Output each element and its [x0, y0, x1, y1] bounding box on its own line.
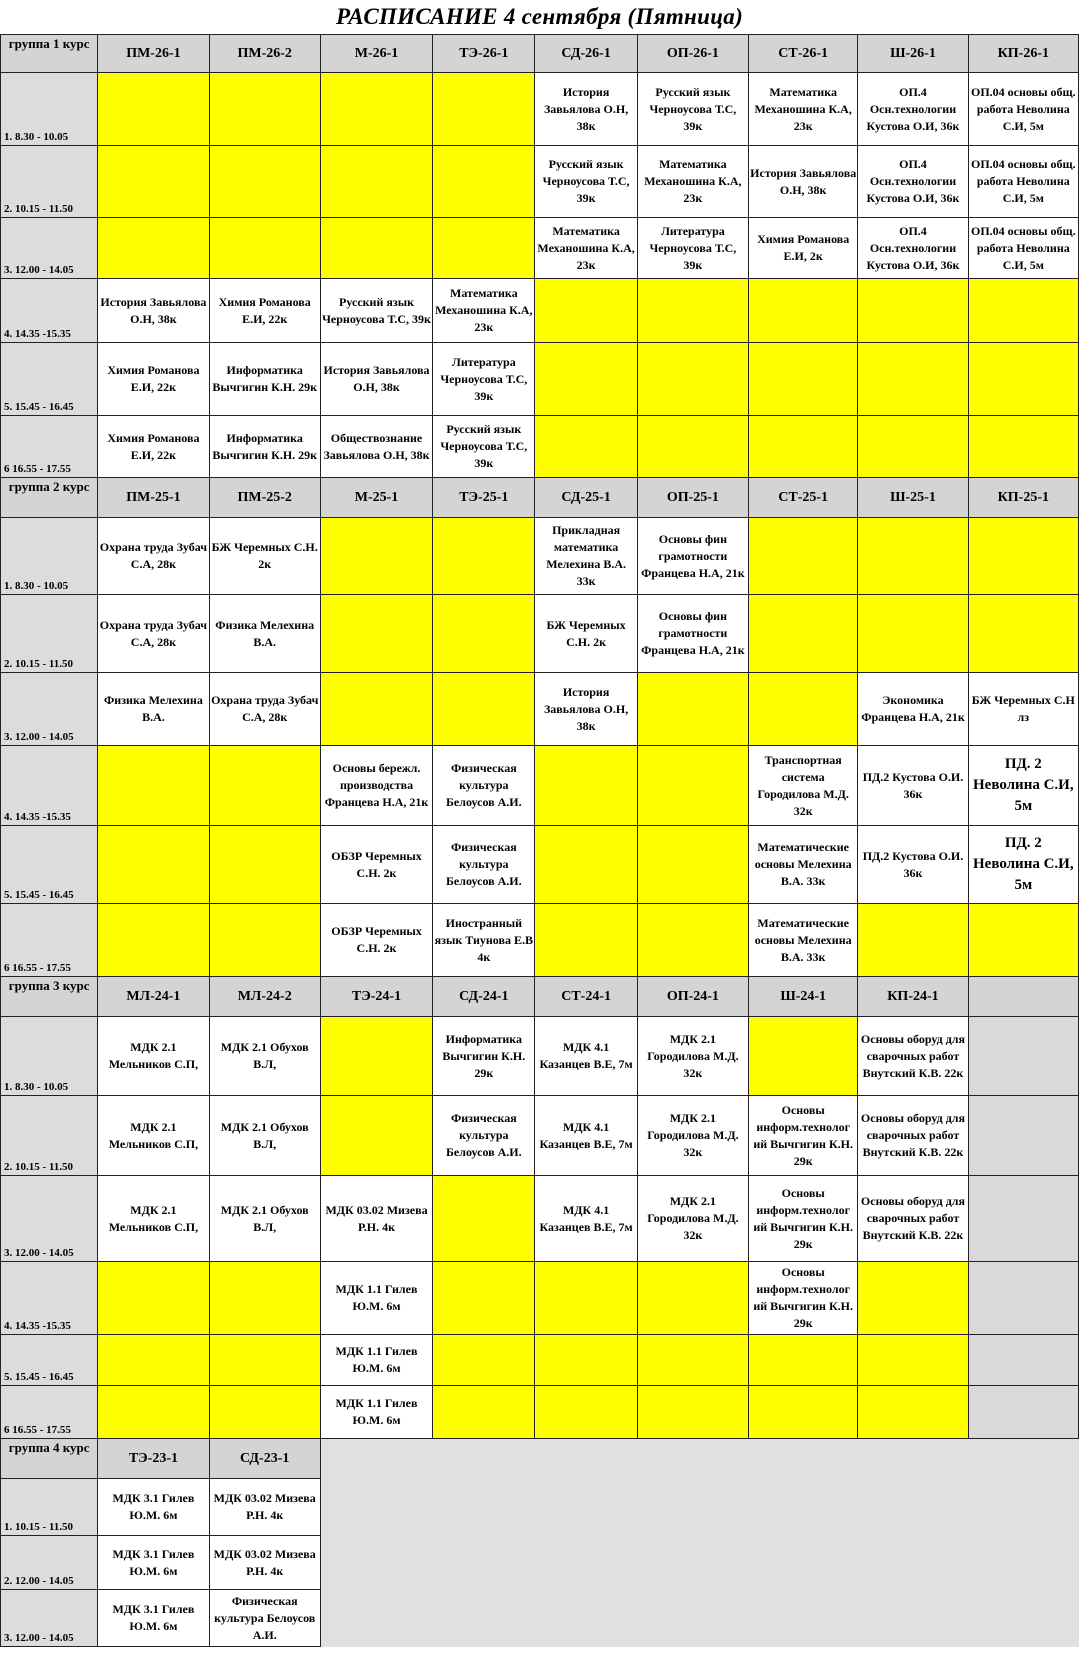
empty-slot: [433, 1176, 535, 1262]
lesson-cell: Русский язык Черноусова Т.С, 39к: [535, 146, 637, 218]
blank-area: [433, 1536, 535, 1590]
lesson-row: [1, 1335, 1079, 1386]
lesson-cell: БЖ Черемных С.Н. 2к: [535, 595, 637, 673]
empty-slot: [98, 146, 209, 218]
course-label: группа 3 курс: [1, 977, 98, 1017]
lesson-row: [1, 1176, 1079, 1262]
time-slot: 3. 12.00 - 14.05: [1, 1590, 98, 1647]
lesson-row: [1, 1386, 1079, 1439]
time-slot: 4. 14.35 -15.35: [1, 746, 98, 826]
group-header: [968, 977, 1078, 1017]
empty-slot: [858, 904, 968, 977]
empty-slot: [749, 518, 858, 595]
lesson-cell: Основы оборуд для сварочных работ Внутский К.В. 22к: [858, 1176, 968, 1262]
lesson-row: [1, 218, 1079, 279]
empty-slot: [858, 595, 968, 673]
lesson-cell: Математика Механошина К.А, 23к: [749, 73, 858, 146]
group-header: СД-26-1: [535, 35, 637, 73]
empty-slot: [98, 73, 209, 146]
group-header: М-26-1: [320, 35, 432, 73]
blank-area: [637, 1590, 748, 1647]
lesson-row: [1, 904, 1079, 977]
lesson-cell: Основы бережл. производства Францева Н.А, 21к: [320, 746, 432, 826]
group-header: СД-24-1: [433, 977, 535, 1017]
empty-slot: [968, 518, 1078, 595]
empty-slot: [433, 1335, 535, 1386]
lesson-cell: Русский язык Черноусова Т.С, 39к: [320, 279, 432, 343]
unused-cell: [968, 1017, 1078, 1096]
empty-slot: [637, 279, 748, 343]
empty-slot: [209, 146, 320, 218]
group-header: КП-24-1: [858, 977, 968, 1017]
group-header: СТ-24-1: [535, 977, 637, 1017]
lesson-cell: Физическая культура Белоусов А.И.: [433, 746, 535, 826]
unused-cell: [968, 1335, 1078, 1386]
lesson-row: [1, 746, 1079, 826]
blank-area: [749, 1479, 858, 1536]
blank-area: [535, 1590, 637, 1647]
blank-area: [858, 1536, 968, 1590]
lesson-row: [1, 826, 1079, 904]
blank-area: [858, 1439, 968, 1479]
empty-slot: [209, 218, 320, 279]
group-header: ПМ-26-1: [98, 35, 209, 73]
empty-slot: [209, 826, 320, 904]
time-slot: 2. 10.15 - 11.50: [1, 146, 98, 218]
lesson-cell: История Завьялова О.Н, 38к: [98, 279, 209, 343]
unused-cell: [968, 1176, 1078, 1262]
empty-slot: [749, 1017, 858, 1096]
lesson-cell: История Завьялова О.Н, 38к: [535, 673, 637, 746]
time-slot: 4. 14.35 -15.35: [1, 1262, 98, 1335]
empty-slot: [320, 73, 432, 146]
section-header-row: [1, 977, 1079, 1017]
unused-cell: [968, 1386, 1078, 1439]
empty-slot: [749, 1386, 858, 1439]
lesson-cell: Основы информ.технолог ий Вычгигин К.Н. 29к: [749, 1176, 858, 1262]
empty-slot: [209, 904, 320, 977]
lesson-cell: ПД.2 Кустова О.И. 36к: [858, 746, 968, 826]
time-slot: 1. 8.30 - 10.05: [1, 1017, 98, 1096]
lesson-cell: ПД. 2 Неволина С.И, 5м: [968, 826, 1078, 904]
group-header: СТ-26-1: [749, 35, 858, 73]
lesson-cell: МДК 2.1 Мельников С.П,: [98, 1096, 209, 1176]
blank-area: [637, 1439, 748, 1479]
lesson-cell: История Завьялова О.Н, 38к: [749, 146, 858, 218]
empty-slot: [535, 343, 637, 416]
group-header: ТЭ-24-1: [320, 977, 432, 1017]
group-header: ТЭ-26-1: [433, 35, 535, 73]
empty-slot: [637, 416, 748, 478]
lesson-cell: ОП.04 основы общ. работа Неволина С.И, 5м: [968, 73, 1078, 146]
lesson-cell: Русский язык Черноусова Т.С, 39к: [637, 73, 748, 146]
lesson-row: [1, 279, 1079, 343]
lesson-cell: МДК 3.1 Гилев Ю.М. 6м: [98, 1590, 209, 1647]
time-slot: 1. 10.15 - 11.50: [1, 1479, 98, 1536]
empty-slot: [320, 146, 432, 218]
empty-slot: [535, 826, 637, 904]
lesson-cell: Основы оборуд для сварочных работ Внутский К.В. 22к: [858, 1096, 968, 1176]
empty-slot: [98, 826, 209, 904]
empty-slot: [433, 673, 535, 746]
lesson-row: [1, 1590, 1079, 1647]
empty-slot: [749, 1335, 858, 1386]
lesson-cell: МДК 3.1 Гилев Ю.М. 6м: [98, 1479, 209, 1536]
empty-slot: [320, 218, 432, 279]
lesson-cell: Физическая культура Белоусов А.И.: [433, 826, 535, 904]
lesson-cell: ОП.4 Осн.технологии Кустова О.И, 36к: [858, 146, 968, 218]
lesson-cell: ПД. 2 Неволина С.И, 5м: [968, 746, 1078, 826]
blank-area: [535, 1439, 637, 1479]
group-header: Ш-24-1: [749, 977, 858, 1017]
empty-slot: [535, 416, 637, 478]
lesson-cell: МДК 2.1 Обухов В.Л,: [209, 1096, 320, 1176]
group-header: ОП-25-1: [637, 478, 748, 518]
lesson-cell: Экономика Францева Н.А, 21к: [858, 673, 968, 746]
section-header-row: [1, 1439, 1079, 1479]
blank-area: [749, 1590, 858, 1647]
lesson-cell: Основы фин грамотности Францева Н.А, 21к: [637, 518, 748, 595]
lesson-cell: МДК 2.1 Городилова М.Д. 32к: [637, 1176, 748, 1262]
lesson-cell: Информатика Вычгигин К.Н. 29к: [209, 416, 320, 478]
unused-cell: [968, 1262, 1078, 1335]
lesson-cell: Литература Черноусова Т.С, 39к: [637, 218, 748, 279]
lesson-cell: Основы оборуд для сварочных работ Внутский К.В. 22к: [858, 1017, 968, 1096]
lesson-cell: МДК 03.02 Мизева Р.Н. 4к: [209, 1536, 320, 1590]
time-slot: 4. 14.35 -15.35: [1, 279, 98, 343]
lesson-cell: Физическая культура Белоусов А.И.: [433, 1096, 535, 1176]
group-header: ОП-24-1: [637, 977, 748, 1017]
empty-slot: [637, 673, 748, 746]
lesson-cell: МДК 03.02 Мизева Р.Н. 4к: [209, 1479, 320, 1536]
lesson-cell: БЖ Черемных С.Н. 2к: [209, 518, 320, 595]
empty-slot: [637, 746, 748, 826]
empty-slot: [433, 1386, 535, 1439]
empty-slot: [749, 595, 858, 673]
empty-slot: [98, 904, 209, 977]
lesson-row: [1, 595, 1079, 673]
course-label: группа 4 курс: [1, 1439, 98, 1479]
blank-area: [433, 1479, 535, 1536]
lesson-cell: ОБЗР Черемных С.Н. 2к: [320, 826, 432, 904]
lesson-cell: ПД.2 Кустова О.И. 36к: [858, 826, 968, 904]
blank-area: [320, 1536, 432, 1590]
blank-area: [749, 1439, 858, 1479]
lesson-row: [1, 73, 1079, 146]
lesson-cell: ОП.4 Осн.технологии Кустова О.И, 36к: [858, 73, 968, 146]
empty-slot: [535, 1262, 637, 1335]
lesson-cell: Химия Романова Е.И, 22к: [209, 279, 320, 343]
group-header: СД-25-1: [535, 478, 637, 518]
lesson-cell: МДК 2.1 Мельников С.П,: [98, 1176, 209, 1262]
group-header: СТ-25-1: [749, 478, 858, 518]
empty-slot: [433, 1262, 535, 1335]
blank-area: [433, 1590, 535, 1647]
lesson-cell: ОП.4 Осн.технологии Кустова О.И, 36к: [858, 218, 968, 279]
time-slot: 2. 10.15 - 11.50: [1, 1096, 98, 1176]
empty-slot: [535, 1386, 637, 1439]
lesson-cell: МДК 1.1 Гилев Ю.М. 6м: [320, 1386, 432, 1439]
empty-slot: [637, 343, 748, 416]
group-header: СД-23-1: [209, 1439, 320, 1479]
group-header: Ш-26-1: [858, 35, 968, 73]
blank-area: [320, 1590, 432, 1647]
group-header: М-25-1: [320, 478, 432, 518]
group-header: МЛ-24-2: [209, 977, 320, 1017]
empty-slot: [98, 1262, 209, 1335]
empty-slot: [858, 518, 968, 595]
lesson-cell: Русский язык Черноусова Т.С, 39к: [433, 416, 535, 478]
section-header-row: [1, 35, 1079, 73]
lesson-cell: История Завьялова О.Н, 38к: [535, 73, 637, 146]
lesson-cell: МДК 1.1 Гилев Ю.М. 6м: [320, 1262, 432, 1335]
lesson-cell: Литература Черноусова Т.С, 39к: [433, 343, 535, 416]
lesson-cell: Математические основы Мелехина В.А. 33к: [749, 826, 858, 904]
blank-area: [320, 1439, 432, 1479]
lesson-cell: МДК 3.1 Гилев Ю.М. 6м: [98, 1536, 209, 1590]
lesson-cell: Математика Механошина К.А, 23к: [535, 218, 637, 279]
schedule-table: [0, 34, 1079, 1647]
empty-slot: [637, 904, 748, 977]
lesson-row: [1, 1536, 1079, 1590]
empty-slot: [98, 746, 209, 826]
time-slot: 5. 15.45 - 16.45: [1, 826, 98, 904]
blank-area: [858, 1479, 968, 1536]
group-header: ТЭ-25-1: [433, 478, 535, 518]
unused-cell: [968, 1096, 1078, 1176]
lesson-cell: Химия Романова Е.И, 2к: [749, 218, 858, 279]
empty-slot: [637, 1386, 748, 1439]
empty-slot: [968, 904, 1078, 977]
time-slot: 6 16.55 - 17.55: [1, 904, 98, 977]
lesson-cell: Основы фин грамотности Францева Н.А, 21к: [637, 595, 748, 673]
lesson-cell: МДК 03.02 Мизева Р.Н. 4к: [320, 1176, 432, 1262]
lesson-row: [1, 1096, 1079, 1176]
lesson-row: [1, 343, 1079, 416]
lesson-cell: ОП.04 основы общ. работа Неволина С.И, 5м: [968, 218, 1078, 279]
empty-slot: [209, 73, 320, 146]
empty-slot: [320, 1017, 432, 1096]
blank-area: [535, 1479, 637, 1536]
blank-area: [535, 1536, 637, 1590]
blank-area: [858, 1590, 968, 1647]
empty-slot: [433, 595, 535, 673]
empty-slot: [535, 1335, 637, 1386]
lesson-cell: Физика Мелехина В.А.: [98, 673, 209, 746]
empty-slot: [968, 595, 1078, 673]
time-slot: 6 16.55 - 17.55: [1, 1386, 98, 1439]
empty-slot: [858, 1386, 968, 1439]
empty-slot: [858, 416, 968, 478]
empty-slot: [858, 1335, 968, 1386]
group-header: ОП-26-1: [637, 35, 748, 73]
group-header: КП-26-1: [968, 35, 1078, 73]
lesson-cell: МДК 4.1 Казанцев В.Е, 7м: [535, 1176, 637, 1262]
empty-slot: [98, 1386, 209, 1439]
empty-slot: [433, 146, 535, 218]
time-slot: 3. 12.00 - 14.05: [1, 1176, 98, 1262]
group-header: КП-25-1: [968, 478, 1078, 518]
group-header: ПМ-26-2: [209, 35, 320, 73]
empty-slot: [98, 1335, 209, 1386]
lesson-cell: Охрана труда Зубач С.А, 28к: [98, 595, 209, 673]
time-slot: 3. 12.00 - 14.05: [1, 673, 98, 746]
group-header: ПМ-25-2: [209, 478, 320, 518]
empty-slot: [968, 343, 1078, 416]
lesson-cell: Информатика Вычгигин К.Н. 29к: [433, 1017, 535, 1096]
lesson-cell: Информатика Вычгигин К.Н. 29к: [209, 343, 320, 416]
lesson-cell: ОБЗР Черемных С.Н. 2к: [320, 904, 432, 977]
time-slot: 1. 8.30 - 10.05: [1, 73, 98, 146]
lesson-cell: Математика Механошина К.А, 23к: [433, 279, 535, 343]
time-slot: 3. 12.00 - 14.05: [1, 218, 98, 279]
course-label: группа 1 курс: [1, 35, 98, 73]
lesson-cell: МДК 4.1 Казанцев В.Е, 7м: [535, 1017, 637, 1096]
course-label: группа 2 курс: [1, 478, 98, 518]
page-title: РАСПИСАНИЕ 4 сентября (Пятница): [335, 4, 744, 29]
lesson-cell: Обществознание Завьялова О.Н, 38к: [320, 416, 432, 478]
lesson-cell: Прикладная математика Мелехина В.А. 33к: [535, 518, 637, 595]
lesson-row: [1, 518, 1079, 595]
lesson-cell: Математика Механошина К.А, 23к: [637, 146, 748, 218]
time-slot: 6 16.55 - 17.55: [1, 416, 98, 478]
lesson-cell: Иностранный язык Тиунова Е.В 4к: [433, 904, 535, 977]
lesson-cell: МДК 1.1 Гилев Ю.М. 6м: [320, 1335, 432, 1386]
empty-slot: [320, 595, 432, 673]
empty-slot: [320, 518, 432, 595]
empty-slot: [858, 279, 968, 343]
empty-slot: [858, 1262, 968, 1335]
lesson-cell: БЖ Черемных С.Н лз: [968, 673, 1078, 746]
group-header: Ш-25-1: [858, 478, 968, 518]
empty-slot: [968, 279, 1078, 343]
lesson-cell: История Завьялова О.Н, 38к: [320, 343, 432, 416]
empty-slot: [98, 218, 209, 279]
empty-slot: [209, 1262, 320, 1335]
empty-slot: [209, 1386, 320, 1439]
empty-slot: [433, 218, 535, 279]
lesson-row: [1, 416, 1079, 478]
lesson-cell: Химия Романова Е.И, 22к: [98, 343, 209, 416]
time-slot: 1. 8.30 - 10.05: [1, 518, 98, 595]
empty-slot: [320, 673, 432, 746]
empty-slot: [637, 1335, 748, 1386]
lesson-cell: МДК 2.1 Обухов В.Л,: [209, 1017, 320, 1096]
lesson-row: [1, 1479, 1079, 1536]
lesson-cell: МДК 2.1 Городилова М.Д. 32к: [637, 1096, 748, 1176]
group-header: МЛ-24-1: [98, 977, 209, 1017]
section-header-row: [1, 478, 1079, 518]
empty-slot: [535, 904, 637, 977]
empty-slot: [535, 279, 637, 343]
lesson-cell: Химия Романова Е.И, 22к: [98, 416, 209, 478]
lesson-cell: ОП.04 основы общ. работа Неволина С.И, 5м: [968, 146, 1078, 218]
lesson-cell: МДК 2.1 Мельников С.П,: [98, 1017, 209, 1096]
blank-area: [968, 1536, 1078, 1590]
empty-slot: [320, 1096, 432, 1176]
lesson-row: [1, 1017, 1079, 1096]
lesson-cell: МДК 2.1 Обухов В.Л,: [209, 1176, 320, 1262]
blank-area: [637, 1536, 748, 1590]
empty-slot: [749, 673, 858, 746]
empty-slot: [637, 1262, 748, 1335]
lesson-row: [1, 1262, 1079, 1335]
lesson-cell: Физическая культура Белоусов А.И.: [209, 1590, 320, 1647]
empty-slot: [209, 746, 320, 826]
lesson-row: [1, 673, 1079, 746]
group-header: ТЭ-23-1: [98, 1439, 209, 1479]
lesson-cell: Охрана труда Зубач С.А, 28к: [98, 518, 209, 595]
lesson-cell: МДК 2.1 Городилова М.Д. 32к: [637, 1017, 748, 1096]
lesson-cell: Основы информ.технолог ий Вычгигин К.Н. 29к: [749, 1262, 858, 1335]
empty-slot: [535, 746, 637, 826]
empty-slot: [637, 826, 748, 904]
time-slot: 2. 12.00 - 14.05: [1, 1536, 98, 1590]
empty-slot: [433, 73, 535, 146]
empty-slot: [433, 518, 535, 595]
group-header: ПМ-25-1: [98, 478, 209, 518]
blank-area: [637, 1479, 748, 1536]
blank-area: [320, 1479, 432, 1536]
time-slot: 2. 10.15 - 11.50: [1, 595, 98, 673]
time-slot: 5. 15.45 - 16.45: [1, 343, 98, 416]
time-slot: 5. 15.45 - 16.45: [1, 1335, 98, 1386]
empty-slot: [749, 343, 858, 416]
lesson-cell: Математические основы Мелехина В.А. 33к: [749, 904, 858, 977]
lesson-row: [1, 146, 1079, 218]
empty-slot: [209, 1335, 320, 1386]
blank-area: [968, 1439, 1078, 1479]
lesson-cell: МДК 4.1 Казанцев В.Е, 7м: [535, 1096, 637, 1176]
blank-area: [968, 1479, 1078, 1536]
blank-area: [749, 1536, 858, 1590]
empty-slot: [858, 343, 968, 416]
lesson-cell: Основы информ.технолог ий Вычгигин К.Н. 29к: [749, 1096, 858, 1176]
empty-slot: [749, 279, 858, 343]
lesson-cell: Физика Мелехина В.А.: [209, 595, 320, 673]
lesson-cell: Транспортная система Городилова М.Д. 32к: [749, 746, 858, 826]
blank-area: [433, 1439, 535, 1479]
empty-slot: [968, 416, 1078, 478]
empty-slot: [749, 416, 858, 478]
lesson-cell: Охрана труда Зубач С.А, 28к: [209, 673, 320, 746]
blank-area: [968, 1590, 1078, 1647]
